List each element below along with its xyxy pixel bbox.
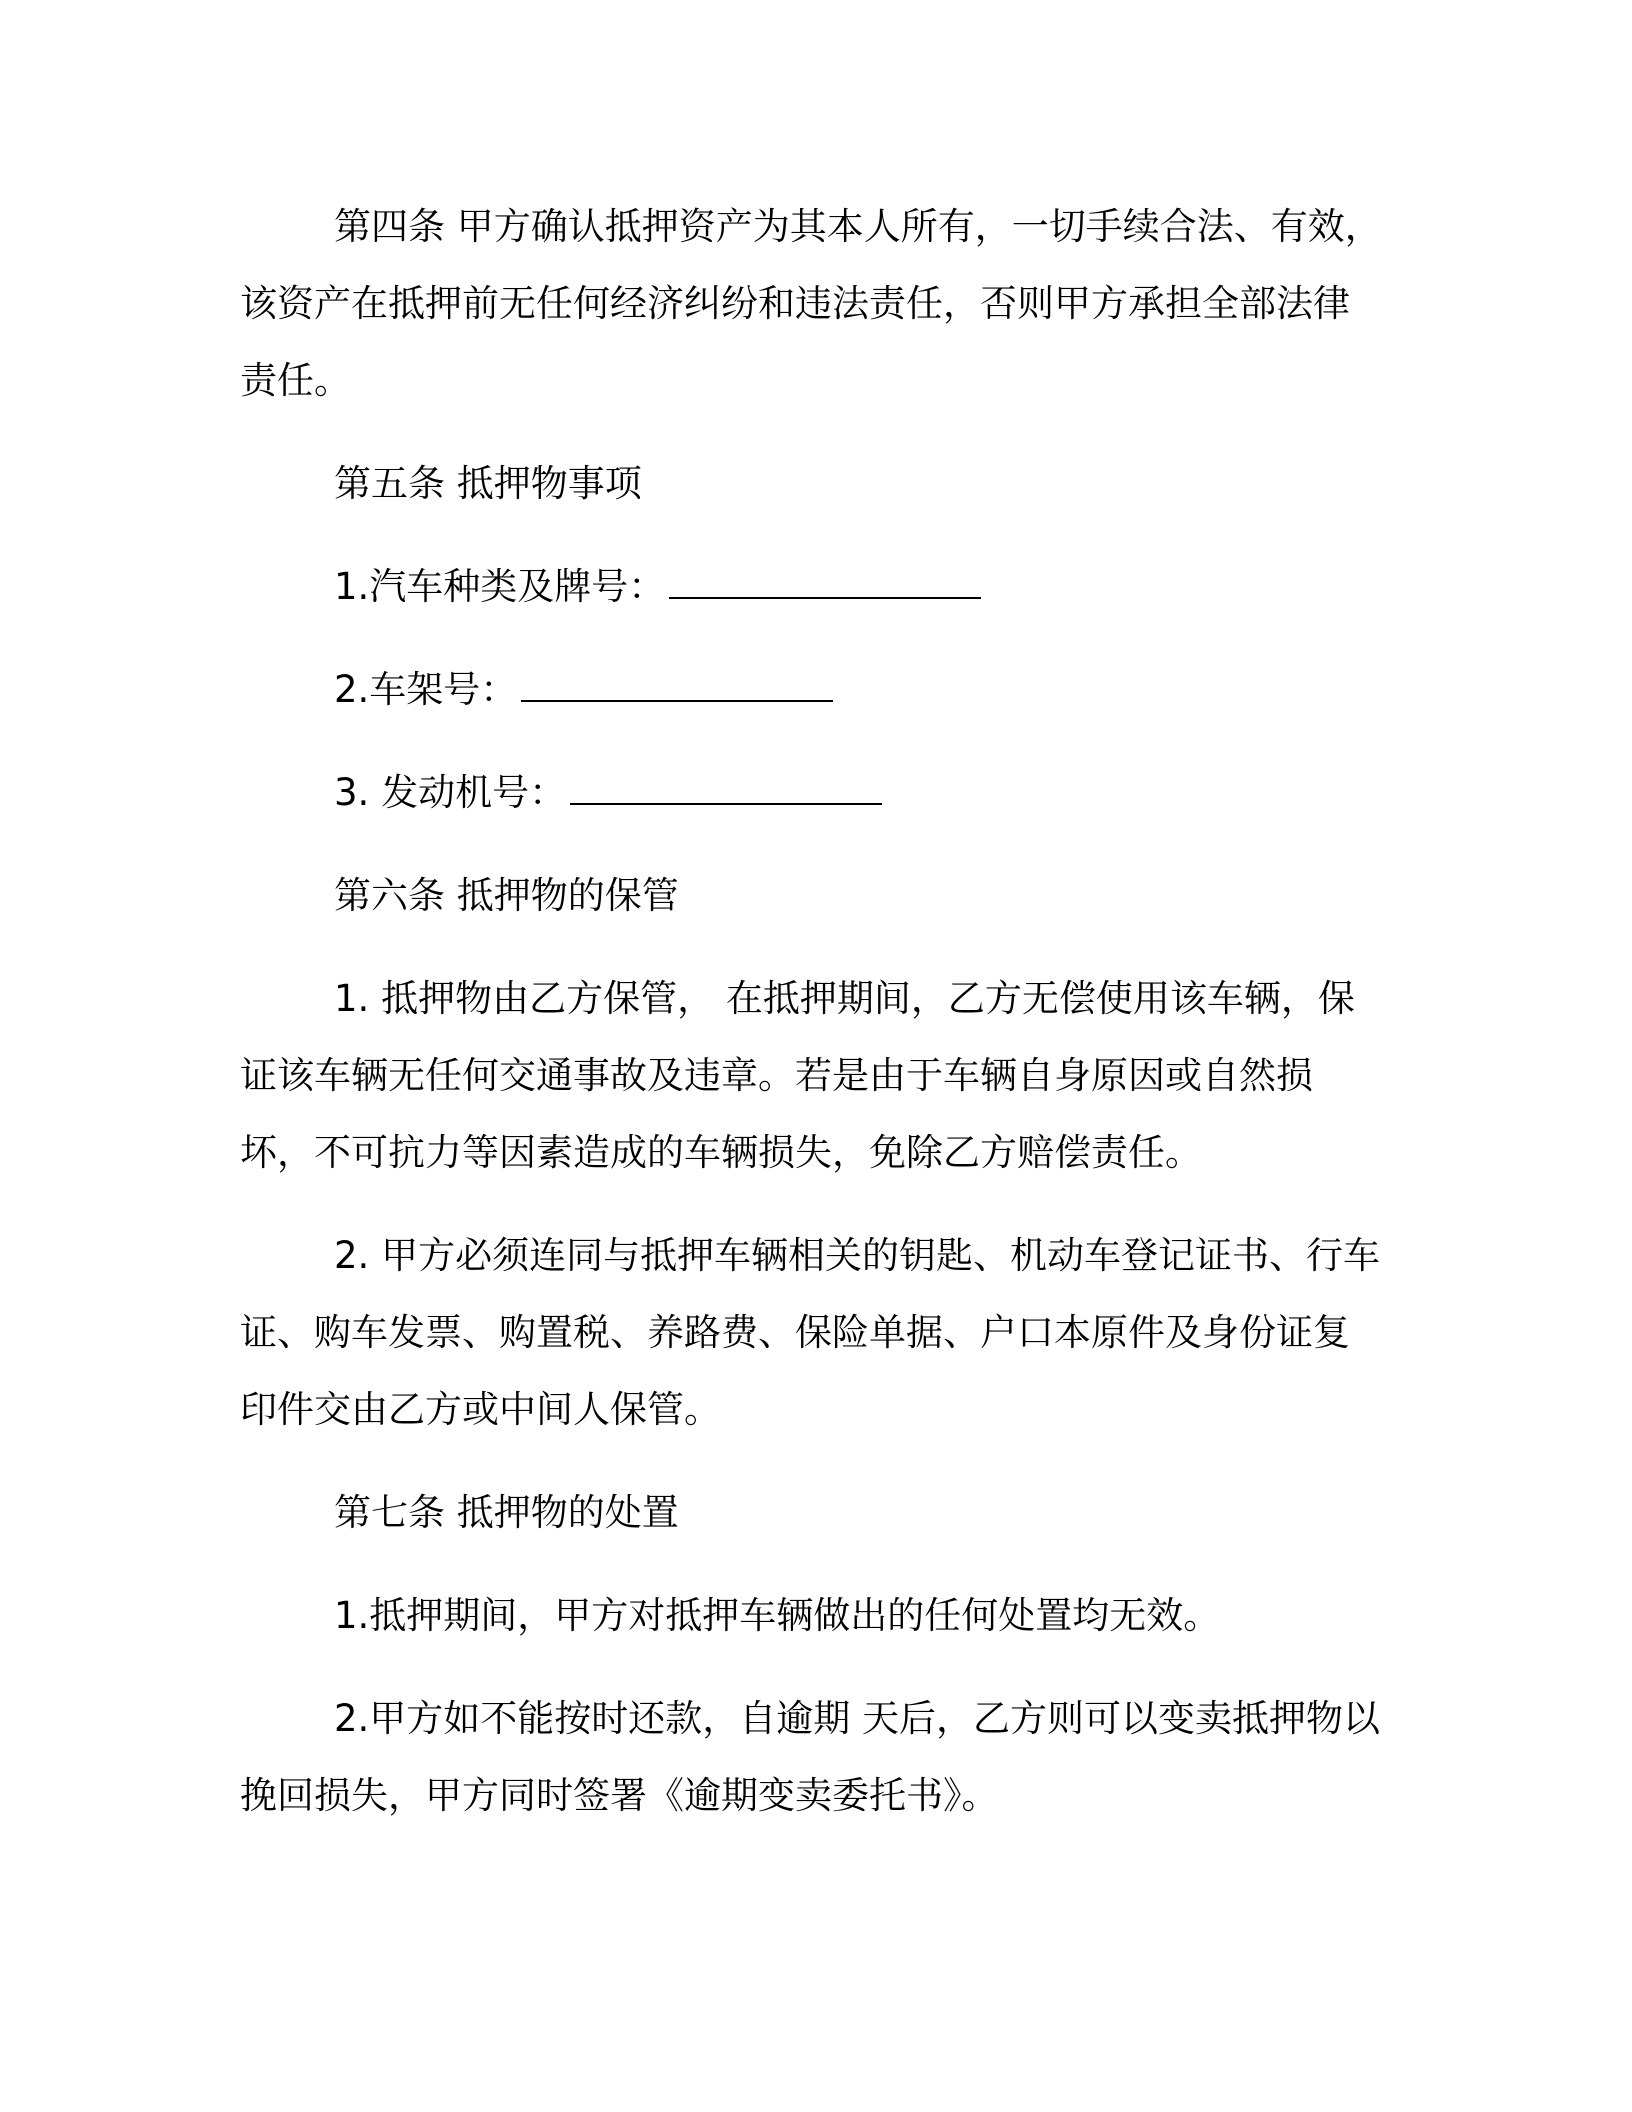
frame-number-label: 2.车架号： [334, 668, 518, 711]
engine-number-field [240, 754, 1385, 831]
document-page [240, 188, 1385, 1860]
article-7-item-1: 1.抵押期间，甲方对抵押车辆做出的任何处置均无效。 [334, 1594, 1221, 1637]
article-4-text: 第四条 甲方确认抵押资产为其本人所有，一切手续合法、有效，该资产在抵押前无任何经济纠纷和违法责任，否则甲方承担全部法律责任。 [240, 205, 1382, 402]
article-6-item-2: 2. 甲方必须连同与抵押车辆相关的钥匙、机动车登记证书、行车证、购车发票、购置税、养路费、保险单据、户口本原件及身份证复印件交由乙方或中间人保管。 [240, 1234, 1381, 1431]
article-6-title: 第六条 抵押物的保管 [334, 874, 679, 917]
vehicle-type-plate-label: 1.汽车种类及牌号： [334, 565, 666, 608]
article-7-item-2: 2.甲方如不能按时还款，自逾期 天后，乙方则可以变卖抵押物以挽回损失，甲方同时签署《逾期变卖委托书》。 [240, 1697, 1381, 1817]
article-6-item-1: 1. 抵押物由乙方保管， 在抵押期间，乙方无偿使用该车辆，保证该车辆无任何交通事故及违章。若是由于车辆自身原因或自然损坏，不可抗力等因素造成的车辆损失，免除乙方赔偿责任。 [240, 977, 1355, 1174]
frame-number-field [240, 651, 1385, 728]
engine-number-label: 3. 发动机号： [334, 771, 567, 814]
engine-number-blank [570, 773, 882, 805]
frame-number-blank [521, 670, 833, 702]
vehicle-type-plate-blank [669, 567, 981, 599]
article-7-title: 第七条 抵押物的处置 [334, 1491, 679, 1534]
article-5-title: 第五条 抵押物事项 [334, 462, 642, 505]
vehicle-type-plate-field [240, 548, 1385, 625]
